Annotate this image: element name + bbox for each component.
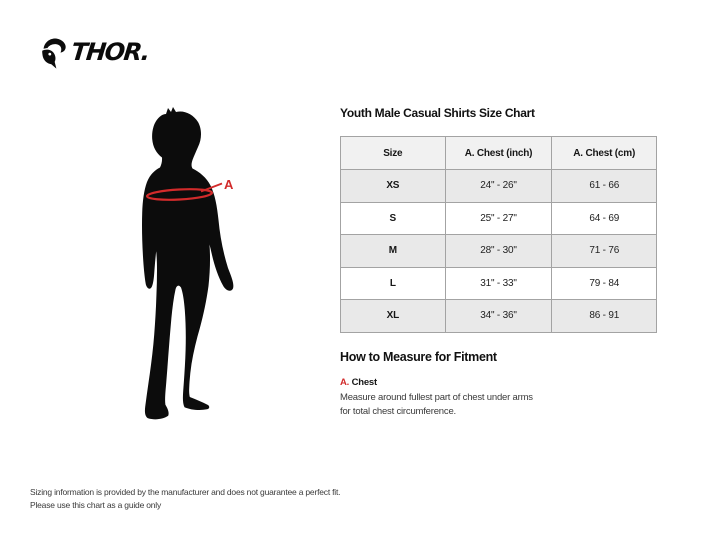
size-value: L (341, 267, 446, 300)
column-header-chest-cm: A. Chest (cm) (552, 137, 657, 170)
size-chart-panel (340, 106, 657, 420)
size-value: XL (341, 300, 446, 333)
table-header-row (341, 137, 657, 170)
measure-label-a: A (224, 177, 234, 192)
size-value: S (341, 202, 446, 235)
measure-guide-title: How to Measure for Fitment (340, 349, 497, 364)
chest-inch-value: 28" - 30" (445, 235, 552, 268)
chest-cm-value: 71 - 76 (552, 235, 657, 268)
chest-inch-value: 31" - 33" (445, 267, 552, 300)
table-row-l (341, 267, 657, 300)
footer-disclaimer (30, 486, 450, 512)
size-value: M (341, 235, 446, 268)
chest-inch-value: 34" - 36" (445, 300, 552, 333)
child-silhouette (125, 100, 245, 430)
thor-ram-icon (38, 36, 68, 73)
footer-line-2: Please use this chart as a guide only (30, 500, 162, 511)
brand-logo-text: THOR. (69, 37, 151, 66)
measure-item-description: Measure around fullest part of chest under arms for total chest circumference. (340, 391, 533, 418)
chest-inch-value: 25" - 27" (445, 202, 552, 235)
brand-logo (38, 36, 151, 73)
chest-inch-value: 24" - 26" (445, 170, 552, 203)
measure-item-key: A. (340, 376, 350, 388)
column-header-chest-inch: A. Chest (inch) (445, 137, 552, 170)
chest-cm-value: 61 - 66 (552, 170, 657, 203)
size-chart-title: Youth Male Casual Shirts Size Chart (340, 106, 535, 120)
table-row-xs (341, 170, 657, 203)
measure-item-name: Chest (351, 376, 377, 388)
chest-cm-value: 64 - 69 (552, 202, 657, 235)
table-row-m (341, 235, 657, 268)
child-silhouette-shape (142, 107, 233, 419)
column-header-size: Size (341, 137, 446, 170)
table-row-s (341, 202, 657, 235)
table-row-xl (341, 300, 657, 333)
size-value: XS (341, 170, 446, 203)
chest-cm-value: 86 - 91 (552, 300, 657, 333)
measure-item-label (340, 377, 657, 388)
chest-cm-value: 79 - 84 (552, 267, 657, 300)
footer-line-1: Sizing information is provided by the manufacturer and does not guarantee a perfect fit. (30, 487, 341, 497)
size-table (340, 136, 657, 333)
